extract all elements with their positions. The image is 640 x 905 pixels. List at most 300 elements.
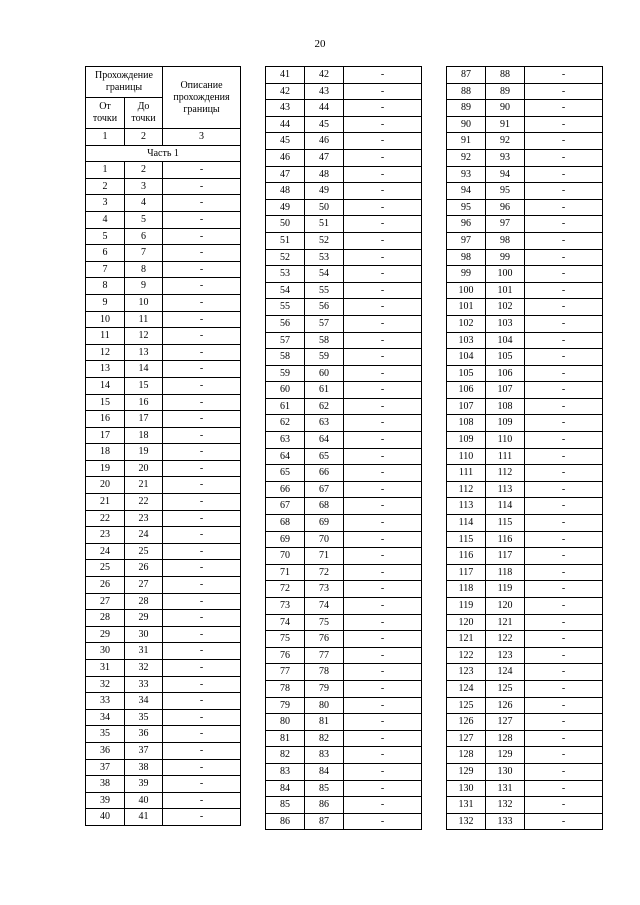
table-row [447, 282, 603, 299]
table-row [266, 315, 422, 332]
table-row [447, 664, 603, 681]
from-point-cell: 105 [447, 365, 486, 382]
from-point-cell: 94 [447, 183, 486, 200]
from-point-cell: 18 [86, 444, 125, 461]
description-cell: - [525, 199, 603, 216]
to-point-cell: 92 [486, 133, 525, 150]
to-point-cell: 29 [125, 610, 163, 627]
table-row [266, 515, 422, 532]
to-point-cell: 62 [305, 398, 344, 415]
to-point-cell: 26 [125, 560, 163, 577]
description-cell: - [163, 709, 241, 726]
description-cell: - [525, 780, 603, 797]
table-row [266, 249, 422, 266]
description-cell: - [163, 195, 241, 212]
to-point-cell: 27 [125, 577, 163, 594]
from-point-cell: 58 [266, 349, 305, 366]
to-point-cell: 3 [125, 178, 163, 195]
from-point-cell: 77 [266, 664, 305, 681]
to-point-cell: 71 [305, 548, 344, 565]
table-row [266, 332, 422, 349]
to-point-cell: 2 [125, 162, 163, 179]
from-point-cell: 108 [447, 415, 486, 432]
to-point-cell: 50 [305, 199, 344, 216]
table-row [86, 660, 241, 677]
from-point-cell: 45 [266, 133, 305, 150]
to-point-cell: 112 [486, 465, 525, 482]
description-cell: - [525, 481, 603, 498]
to-point-cell: 68 [305, 498, 344, 515]
table-row [266, 282, 422, 299]
description-cell: - [344, 415, 422, 432]
description-cell: - [163, 344, 241, 361]
to-point-cell: 97 [486, 216, 525, 233]
description-cell: - [525, 813, 603, 830]
to-point-cell: 80 [305, 697, 344, 714]
to-point-cell: 13 [125, 344, 163, 361]
table-row [266, 299, 422, 316]
to-point-cell: 10 [125, 294, 163, 311]
description-cell: - [163, 377, 241, 394]
to-point-cell: 128 [486, 730, 525, 747]
col-number-2: 2 [125, 129, 163, 146]
table-row [86, 494, 241, 511]
description-cell: - [163, 577, 241, 594]
description-cell: - [163, 162, 241, 179]
table-row [86, 759, 241, 776]
from-point-cell: 16 [86, 411, 125, 428]
to-point-cell: 38 [125, 759, 163, 776]
description-cell: - [525, 714, 603, 731]
from-point-cell: 78 [266, 680, 305, 697]
part-label: Часть 1 [86, 145, 241, 162]
description-cell: - [525, 448, 603, 465]
from-point-cell: 59 [266, 365, 305, 382]
from-point-cell: 34 [86, 709, 125, 726]
from-point-cell: 40 [86, 809, 125, 826]
from-point-cell: 84 [266, 780, 305, 797]
to-point-cell: 12 [125, 328, 163, 345]
description-cell: - [344, 448, 422, 465]
table-row [86, 162, 241, 179]
to-point-cell: 34 [125, 693, 163, 710]
table-row [447, 216, 603, 233]
from-point-cell: 100 [447, 282, 486, 299]
description-cell: - [344, 664, 422, 681]
from-point-cell: 37 [86, 759, 125, 776]
description-cell: - [525, 83, 603, 100]
to-point-cell: 75 [305, 614, 344, 631]
to-point-cell: 70 [305, 531, 344, 548]
from-point-cell: 57 [266, 332, 305, 349]
table-row [266, 714, 422, 731]
to-point-cell: 58 [305, 332, 344, 349]
description-cell: - [163, 726, 241, 743]
table-row [86, 792, 241, 809]
description-cell: - [344, 498, 422, 515]
from-point-cell: 91 [447, 133, 486, 150]
description-cell: - [525, 349, 603, 366]
boundary-table-middle [265, 66, 422, 830]
from-point-cell: 128 [447, 747, 486, 764]
from-point-cell: 107 [447, 398, 486, 415]
table-row [266, 448, 422, 465]
table-row [266, 631, 422, 648]
from-point-cell: 120 [447, 614, 486, 631]
description-cell: - [163, 311, 241, 328]
description-cell: - [344, 747, 422, 764]
description-cell: - [525, 249, 603, 266]
from-point-cell: 4 [86, 211, 125, 228]
to-point-cell: 105 [486, 349, 525, 366]
description-cell: - [344, 797, 422, 814]
table-row [266, 498, 422, 515]
description-cell: - [525, 398, 603, 415]
description-cell: - [163, 610, 241, 627]
to-point-cell: 72 [305, 564, 344, 581]
description-cell: - [525, 183, 603, 200]
table-row [86, 776, 241, 793]
from-point-cell: 97 [447, 232, 486, 249]
to-point-cell: 133 [486, 813, 525, 830]
table-row [266, 680, 422, 697]
from-point-cell: 114 [447, 515, 486, 532]
from-point-cell: 67 [266, 498, 305, 515]
table-row [266, 133, 422, 150]
from-point-cell: 26 [86, 577, 125, 594]
to-point-cell: 121 [486, 614, 525, 631]
from-point-cell: 56 [266, 315, 305, 332]
from-point-cell: 13 [86, 361, 125, 378]
from-point-cell: 8 [86, 278, 125, 295]
to-point-cell: 87 [305, 813, 344, 830]
to-point-cell: 43 [305, 83, 344, 100]
from-point-cell: 122 [447, 647, 486, 664]
description-cell: - [344, 515, 422, 532]
from-point-cell: 79 [266, 697, 305, 714]
table-row [86, 278, 241, 295]
description-cell: - [344, 299, 422, 316]
table-row [447, 332, 603, 349]
to-point-cell: 91 [486, 116, 525, 133]
description-cell: - [344, 432, 422, 449]
table-row [266, 763, 422, 780]
description-cell: - [525, 232, 603, 249]
to-point-cell: 9 [125, 278, 163, 295]
table-row [266, 149, 422, 166]
table-row [266, 83, 422, 100]
from-point-cell: 17 [86, 427, 125, 444]
description-cell: - [525, 647, 603, 664]
description-cell: - [163, 543, 241, 560]
to-point-cell: 115 [486, 515, 525, 532]
from-point-cell: 70 [266, 548, 305, 565]
from-point-cell: 6 [86, 245, 125, 262]
table-row [447, 697, 603, 714]
from-point-cell: 11 [86, 328, 125, 345]
table-row [86, 344, 241, 361]
table-row [86, 543, 241, 560]
table-row [447, 481, 603, 498]
table-row [86, 361, 241, 378]
description-cell: - [344, 149, 422, 166]
description-cell: - [525, 564, 603, 581]
from-point-cell: 81 [266, 730, 305, 747]
from-point-cell: 33 [86, 693, 125, 710]
from-point-cell: 121 [447, 631, 486, 648]
to-point-cell: 16 [125, 394, 163, 411]
to-point-cell: 41 [125, 809, 163, 826]
to-point-cell: 21 [125, 477, 163, 494]
to-point-cell: 15 [125, 377, 163, 394]
from-point-cell: 49 [266, 199, 305, 216]
from-point-cell: 54 [266, 282, 305, 299]
from-point-cell: 43 [266, 100, 305, 117]
description-cell: - [344, 813, 422, 830]
table-row [86, 610, 241, 627]
description-cell: - [525, 730, 603, 747]
from-point-cell: 23 [86, 527, 125, 544]
to-point-cell: 117 [486, 548, 525, 565]
table-row [447, 67, 603, 84]
to-point-cell: 131 [486, 780, 525, 797]
table-row [266, 697, 422, 714]
description-cell: - [525, 548, 603, 565]
table-body [447, 67, 603, 830]
description-cell: - [525, 465, 603, 482]
from-point-cell: 1 [86, 162, 125, 179]
table-row [266, 531, 422, 548]
description-cell: - [525, 282, 603, 299]
description-cell: - [163, 328, 241, 345]
table-row [86, 294, 241, 311]
from-point-cell: 52 [266, 249, 305, 266]
table-row [266, 780, 422, 797]
from-point-cell: 46 [266, 149, 305, 166]
description-cell: - [163, 245, 241, 262]
table-row [86, 377, 241, 394]
from-point-cell: 86 [266, 813, 305, 830]
from-point-cell: 80 [266, 714, 305, 731]
to-point-cell: 77 [305, 647, 344, 664]
from-point-cell: 117 [447, 564, 486, 581]
from-point-cell: 9 [86, 294, 125, 311]
to-point-cell: 40 [125, 792, 163, 809]
from-point-cell: 112 [447, 481, 486, 498]
table-row [86, 809, 241, 826]
table-row [447, 498, 603, 515]
to-point-cell: 116 [486, 531, 525, 548]
description-cell: - [344, 564, 422, 581]
to-point-cell: 66 [305, 465, 344, 482]
description-cell: - [525, 116, 603, 133]
description-cell: - [525, 515, 603, 532]
to-point-cell: 110 [486, 432, 525, 449]
to-point-cell: 106 [486, 365, 525, 382]
description-cell: - [163, 494, 241, 511]
table-row [86, 726, 241, 743]
page-number: 20 [314, 38, 326, 50]
to-point-cell: 85 [305, 780, 344, 797]
from-point-cell: 92 [447, 149, 486, 166]
description-cell: - [344, 398, 422, 415]
to-point-cell: 17 [125, 411, 163, 428]
to-point-cell: 83 [305, 747, 344, 764]
from-point-cell: 25 [86, 560, 125, 577]
boundary-table-right [446, 66, 603, 830]
description-cell: - [344, 83, 422, 100]
from-point-cell: 68 [266, 515, 305, 532]
table-row [86, 527, 241, 544]
description-cell: - [344, 780, 422, 797]
description-cell: - [344, 614, 422, 631]
to-point-cell: 132 [486, 797, 525, 814]
table-row [447, 266, 603, 283]
from-point-cell: 95 [447, 199, 486, 216]
table-row [447, 83, 603, 100]
from-point-cell: 20 [86, 477, 125, 494]
table-row [266, 67, 422, 84]
description-cell: - [525, 797, 603, 814]
table-row [447, 730, 603, 747]
col-number-3: 3 [163, 129, 241, 146]
description-cell: - [163, 294, 241, 311]
table-row [86, 510, 241, 527]
table-row [266, 813, 422, 830]
table-row [447, 432, 603, 449]
from-point-cell: 38 [86, 776, 125, 793]
table-body [86, 162, 241, 826]
table-row [266, 365, 422, 382]
description-cell: - [163, 660, 241, 677]
from-point-cell: 103 [447, 332, 486, 349]
from-point-cell: 83 [266, 763, 305, 780]
description-cell: - [344, 365, 422, 382]
from-point-cell: 119 [447, 598, 486, 615]
description-cell: - [344, 548, 422, 565]
to-point-cell: 99 [486, 249, 525, 266]
description-cell: - [525, 614, 603, 631]
description-cell: - [163, 792, 241, 809]
from-point-cell: 115 [447, 531, 486, 548]
from-point-cell: 48 [266, 183, 305, 200]
table-row [447, 813, 603, 830]
from-point-cell: 63 [266, 432, 305, 449]
table-body [266, 67, 422, 830]
to-point-cell: 88 [486, 67, 525, 84]
table-row [447, 133, 603, 150]
table-row [86, 477, 241, 494]
table-row [266, 232, 422, 249]
description-cell: - [163, 228, 241, 245]
from-point-cell: 21 [86, 494, 125, 511]
to-point-cell: 59 [305, 349, 344, 366]
table-row [447, 465, 603, 482]
from-point-cell: 10 [86, 311, 125, 328]
from-point-cell: 116 [447, 548, 486, 565]
from-point-cell: 130 [447, 780, 486, 797]
to-point-cell: 127 [486, 714, 525, 731]
table-row [266, 747, 422, 764]
to-point-cell: 100 [486, 266, 525, 283]
description-cell: - [163, 510, 241, 527]
description-cell: - [344, 631, 422, 648]
description-cell: - [163, 776, 241, 793]
table-row [86, 394, 241, 411]
to-point-cell: 14 [125, 361, 163, 378]
from-point-cell: 99 [447, 266, 486, 283]
to-point-cell: 98 [486, 232, 525, 249]
description-cell: - [525, 365, 603, 382]
from-point-cell: 3 [86, 195, 125, 212]
table-row [86, 195, 241, 212]
from-point-cell: 111 [447, 465, 486, 482]
from-point-cell: 66 [266, 481, 305, 498]
to-point-cell: 111 [486, 448, 525, 465]
to-point-cell: 102 [486, 299, 525, 316]
to-point-cell: 118 [486, 564, 525, 581]
to-point-cell: 96 [486, 199, 525, 216]
description-cell: - [525, 332, 603, 349]
table-row [266, 581, 422, 598]
description-cell: - [344, 232, 422, 249]
description-cell: - [163, 178, 241, 195]
from-point-cell: 19 [86, 460, 125, 477]
to-point-cell: 48 [305, 166, 344, 183]
table-row [447, 382, 603, 399]
description-cell: - [525, 100, 603, 117]
to-point-cell: 44 [305, 100, 344, 117]
table-row [266, 398, 422, 415]
from-point-cell: 24 [86, 543, 125, 560]
to-point-cell: 61 [305, 382, 344, 399]
table-row [266, 183, 422, 200]
description-cell: - [344, 266, 422, 283]
to-point-cell: 86 [305, 797, 344, 814]
from-point-cell: 32 [86, 676, 125, 693]
description-cell: - [163, 394, 241, 411]
to-point-cell: 113 [486, 481, 525, 498]
table-row [447, 598, 603, 615]
from-point-cell: 131 [447, 797, 486, 814]
to-point-cell: 55 [305, 282, 344, 299]
table-row [86, 626, 241, 643]
description-cell: - [344, 67, 422, 84]
table-row [86, 211, 241, 228]
description-cell: - [525, 498, 603, 515]
description-cell: - [163, 742, 241, 759]
description-cell: - [344, 183, 422, 200]
description-cell: - [344, 680, 422, 697]
description-cell: - [344, 249, 422, 266]
from-point-cell: 104 [447, 349, 486, 366]
from-point-cell: 87 [447, 67, 486, 84]
description-cell: - [525, 763, 603, 780]
from-point-cell: 5 [86, 228, 125, 245]
description-cell: - [344, 382, 422, 399]
from-point-cell: 75 [266, 631, 305, 648]
to-point-cell: 95 [486, 183, 525, 200]
table-row [266, 797, 422, 814]
to-point-cell: 94 [486, 166, 525, 183]
description-cell: - [344, 763, 422, 780]
description-cell: - [163, 444, 241, 461]
to-point-cell: 130 [486, 763, 525, 780]
to-point-cell: 20 [125, 460, 163, 477]
from-point-cell: 113 [447, 498, 486, 515]
from-point-cell: 101 [447, 299, 486, 316]
description-cell: - [344, 465, 422, 482]
